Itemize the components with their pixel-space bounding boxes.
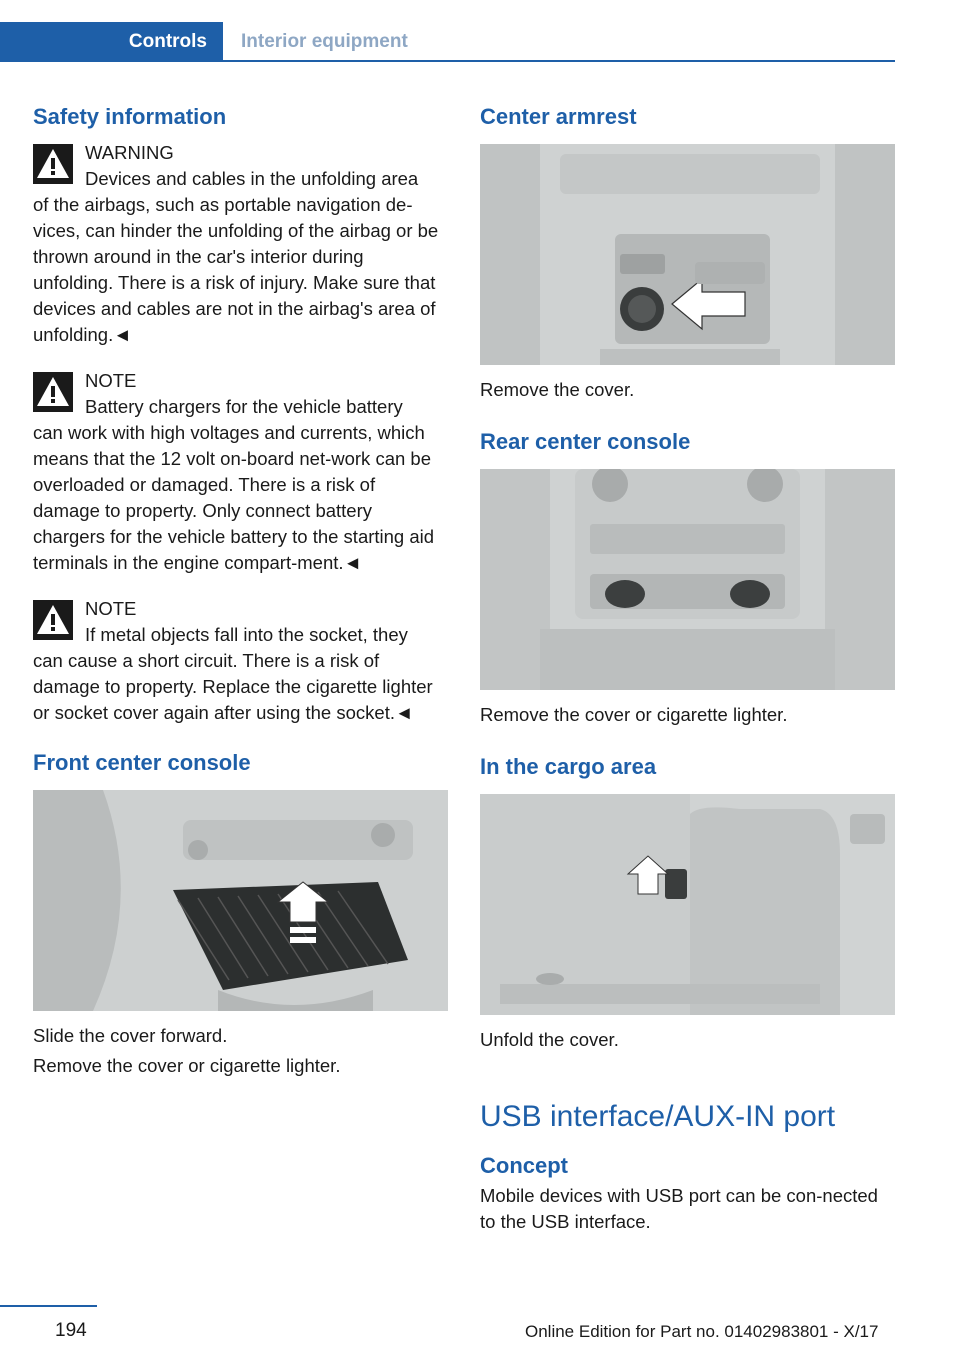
cargo-area-heading: In the cargo area bbox=[480, 754, 657, 779]
note-label: NOTE bbox=[85, 370, 137, 391]
center-armrest-illustration bbox=[480, 144, 895, 365]
front-console-illustration bbox=[33, 790, 448, 1011]
front-instruction-2: Remove the cover or cigarette lighter. bbox=[33, 1055, 341, 1076]
rear-console-image bbox=[480, 469, 895, 690]
note-text-line1: If metal objects fall into the socket, they bbox=[85, 624, 408, 645]
warning-block bbox=[33, 140, 447, 348]
rear-console-illustration bbox=[480, 469, 895, 690]
front-instruction-1: Slide the cover forward. bbox=[33, 1025, 228, 1046]
concept-text: Mobile devices with USB port can be con-nected to the USB interface. bbox=[480, 1185, 878, 1232]
note-text-rest: can cause a short circuit. There is a risk of damage to property. Replace the cigarette lighter or socket cover again after using the socket.◄ bbox=[33, 650, 433, 723]
warning-triangle-icon bbox=[33, 144, 73, 184]
note-text bbox=[33, 622, 447, 726]
warning-text bbox=[33, 166, 447, 348]
left-column bbox=[33, 100, 447, 1079]
center-armrest-image bbox=[480, 144, 895, 365]
header-rule bbox=[223, 60, 895, 62]
front-console-image bbox=[33, 790, 448, 1011]
rear-instruction: Remove the cover or cigarette lighter. bbox=[480, 704, 788, 725]
note-text-rest: can work with high voltages and currents, which means that the 12 volt on-board net-work can be overloaded or damaged. There is a risk of damage to property. Only connect battery chargers for the vehicle battery to the starting aid terminals in the engine compart-ment.◄ bbox=[33, 422, 435, 573]
right-column bbox=[480, 100, 895, 1235]
cargo-instruction: Unfold the cover. bbox=[480, 1029, 619, 1050]
safety-information-heading: Safety information bbox=[33, 104, 227, 129]
warning-text-line1: Devices and cables in the unfolding area bbox=[85, 168, 419, 189]
footer-rule bbox=[0, 1305, 97, 1307]
warning-text-rest: of the airbags, such as portable navigation de-vices, can hinder the unfolding of the airbag or be thrown around in the car's interior during unfolding. There is a risk of injury. Make sure that devices and cables are not in the airbag's area of unfolding.◄ bbox=[33, 194, 439, 345]
rear-center-console-heading: Rear center console bbox=[480, 429, 691, 454]
usb-interface-heading: USB interface/AUX-IN port bbox=[480, 1100, 836, 1133]
page-number: 194 bbox=[55, 1320, 87, 1341]
front-center-console-heading: Front center console bbox=[33, 750, 251, 775]
armrest-instruction: Remove the cover. bbox=[480, 379, 635, 400]
note-text-line1: Battery chargers for the vehicle battery bbox=[85, 396, 403, 417]
note-block bbox=[33, 368, 447, 576]
edition-text: Online Edition for Part no. 01402983801 - X/17 bbox=[525, 1322, 879, 1341]
note-block bbox=[33, 596, 447, 726]
warning-label: WARNING bbox=[85, 142, 174, 163]
note-text bbox=[33, 394, 447, 576]
concept-heading: Concept bbox=[480, 1153, 568, 1178]
page-header bbox=[0, 0, 895, 62]
tab-interior-equipment[interactable]: Interior equipment bbox=[241, 31, 408, 52]
warning-triangle-icon bbox=[33, 600, 73, 640]
cargo-area-image bbox=[480, 794, 895, 1015]
tab-controls[interactable]: Controls bbox=[0, 22, 223, 62]
note-label: NOTE bbox=[85, 598, 137, 619]
center-armrest-heading: Center armrest bbox=[480, 104, 637, 129]
warning-triangle-icon bbox=[33, 372, 73, 412]
cargo-area-illustration bbox=[480, 794, 895, 1015]
